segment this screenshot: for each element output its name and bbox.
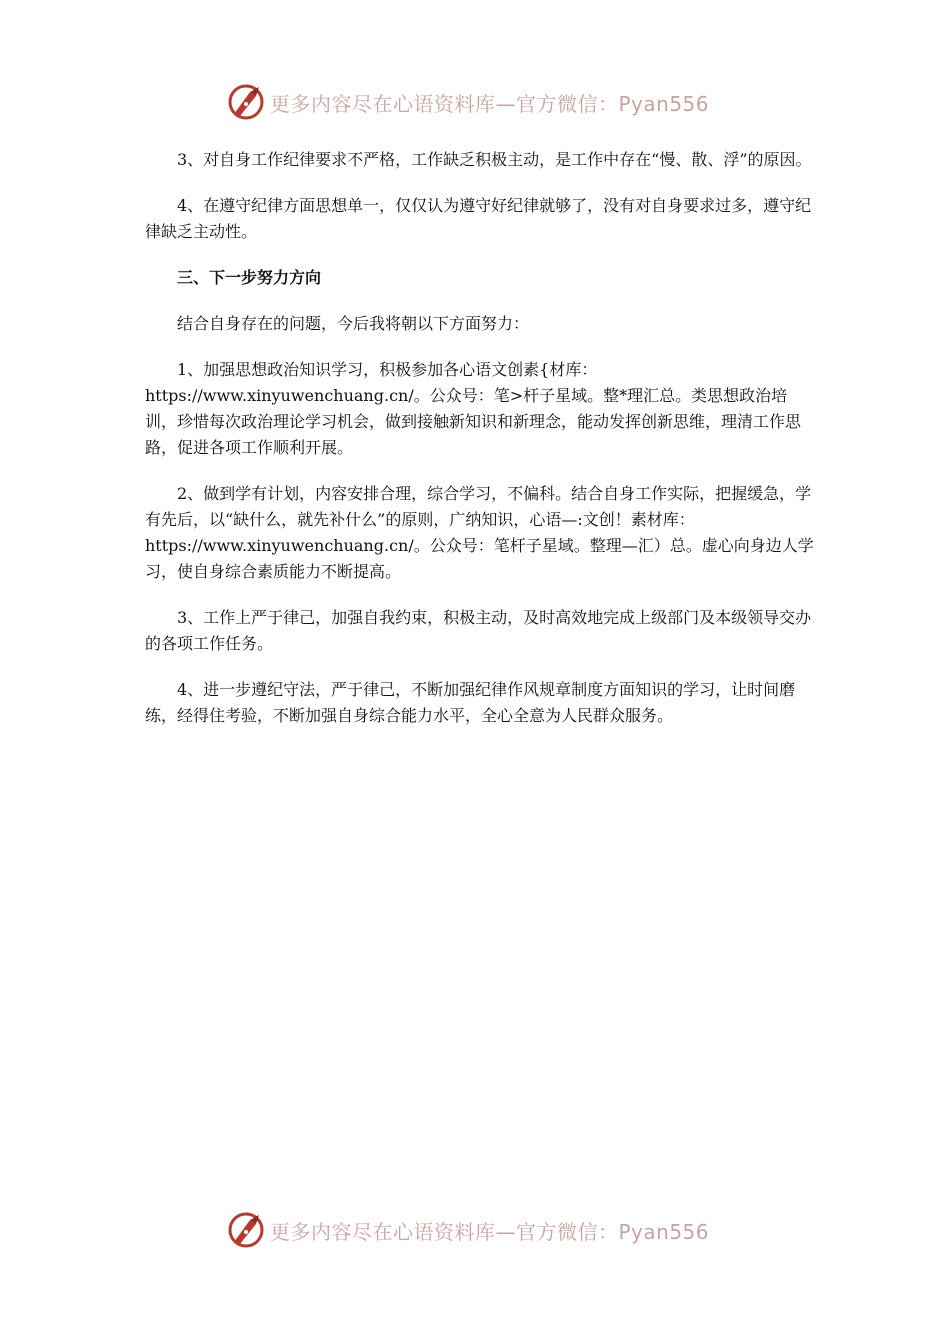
banner-text: 更多内容尽在心语资料库—官方微信：Pyan556 [270, 91, 710, 116]
banner-text: 更多内容尽在心语资料库—官方微信：Pyan556 [270, 1219, 710, 1244]
section-heading: 三、下一步努力方向 [177, 268, 322, 287]
paragraph: 1、加强思想政治知识学习，积极参加各心语文创素{材库：https://www.xinyuwenchuang.cn/。公众号：笔>杆子星域。整*理汇总。类思想政治培训，珍惜每次政治理论学习机会，做到接触新知识和新理念，能动发挥创新思维，理清工作思路，促进各项工作顺利开展。 [145, 360, 802, 457]
paragraph: 4、进一步遵纪守法，严于律己，不断加强纪律作风规章制度方面知识的学习，让时间磨练，经得住考验，不断加强自身综合能力水平，全心全意为人民群众服务。 [145, 680, 796, 725]
paragraph: 结合自身存在的问题，今后我将朝以下方面努力： [177, 314, 530, 333]
paragraph: 3、工作上严于律己，加强自我约束，积极主动，及时高效地完成上级部门及本级领导交办的各项工作任务。 [145, 608, 812, 653]
paragraph: 4、在遵守纪律方面思想单一，仅仅认为遵守好纪律就够了，没有对自身要求过多，遵守纪律缺乏主动性。 [145, 196, 812, 241]
footer-banner [226, 1208, 726, 1252]
document-body [145, 147, 815, 749]
paragraph: 3、对自身工作纪律要求不严格，工作缺乏积极主动，是工作中存在“慢、散、浮”的原因。 [177, 150, 812, 169]
pen-nib-logo-icon [226, 82, 266, 122]
pen-nib-logo-icon [226, 1210, 266, 1250]
header-banner [226, 80, 726, 124]
paragraph: 2、做到学有计划，内容安排合理，综合学习，不偏科。结合自身工作实际，把握缓急，学有先后，以“缺什么，就先补什么”的原则，广纳知识，心语—:文创！素材库：https://www.xinyuwenchuang.cn/。公众号：笔杆子星域。整理—汇）总。虚心向身边人学习，使自身综合素质能力不断提高。 [145, 484, 814, 581]
